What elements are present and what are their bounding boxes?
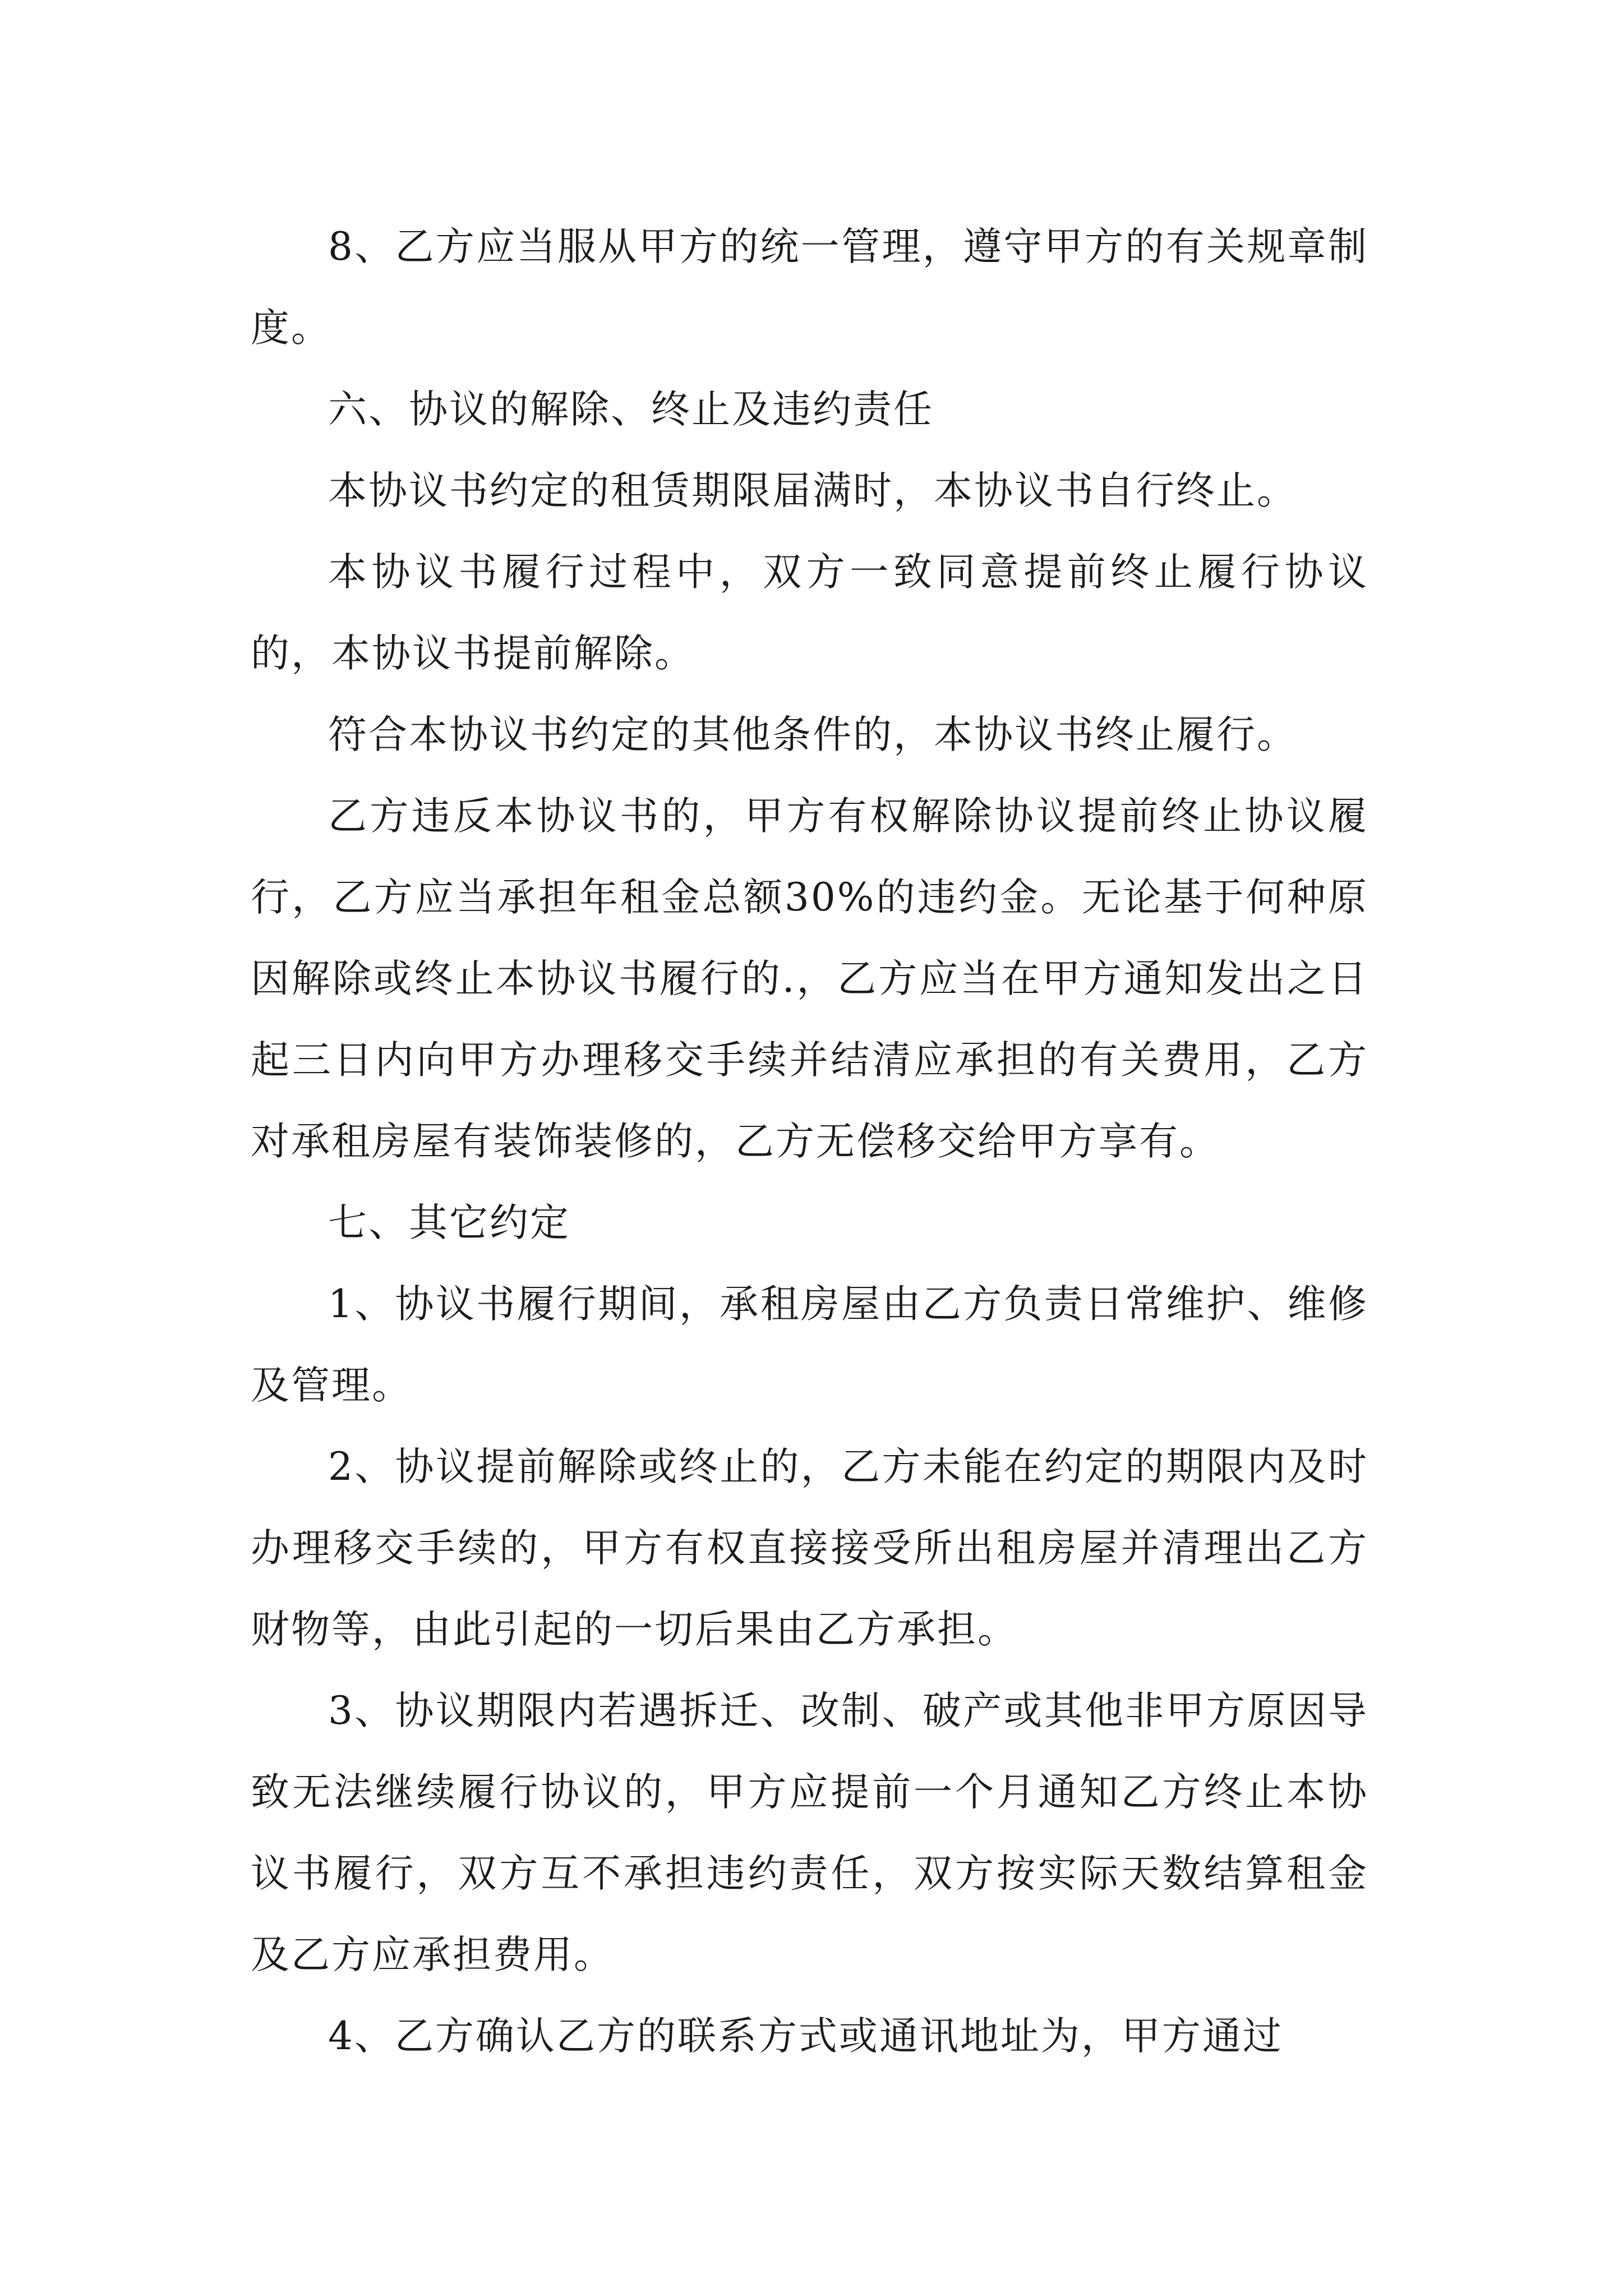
other-clause-3-paragraph: 3、协议期限内若遇拆迁、改制、破产或其他非甲方原因导致无法继续履行协议的，甲方应提前一个月通知乙方终止本协议书履行，双方互不承担违约责任，双方按实际天数结算租金及乙方应承担费用。 [251,1688,1368,1977]
section-7-heading: 七、其它约定 [328,1200,570,1245]
other-clause-1-paragraph: 1、协议书履行期间，承租房屋由乙方负责日常维护、维修及管理。 [251,1282,1368,1408]
mutual-termination-paragraph: 本协议书履行过程中，双方一致同意提前终止履行协议的，本协议书提前解除。 [251,550,1368,676]
section-6-heading: 六、协议的解除、终止及违约责任 [328,387,934,432]
other-conditions-paragraph: 符合本协议书约定的其他条件的，本协议书终止履行。 [328,712,1297,757]
other-clause-4-paragraph: 4、乙方确认乙方的联系方式或通讯地址为，甲方通过 [328,2014,1283,2059]
clause-8-paragraph: 8、乙方应当服从甲方的统一管理，遵守甲方的有关规章制度。 [251,224,1368,351]
breach-liability-paragraph: 乙方违反本协议书的，甲方有权解除协议提前终止协议履行，乙方应当承担年租金总额30%的违约金。无论基于何种原因解除或终止本协议书履行的.，乙方应当在甲方通知发出之日起三日内向甲方办理移交手续并结清应承担的有关费用，乙方对承租房屋有装饰装修的，乙方无偿移交给甲方享有。 [251,794,1368,1164]
document-body [251,206,1368,2077]
termination-expiry-paragraph: 本协议书约定的租赁期限届满时，本协议书自行终止。 [328,468,1297,513]
other-clause-2-paragraph: 2、协议提前解除或终止的，乙方未能在约定的期限内及时办理移交手续的，甲方有权直接接受所出租房屋并清理出乙方财物等，由此引起的一切后果由乙方承担。 [251,1444,1368,1652]
